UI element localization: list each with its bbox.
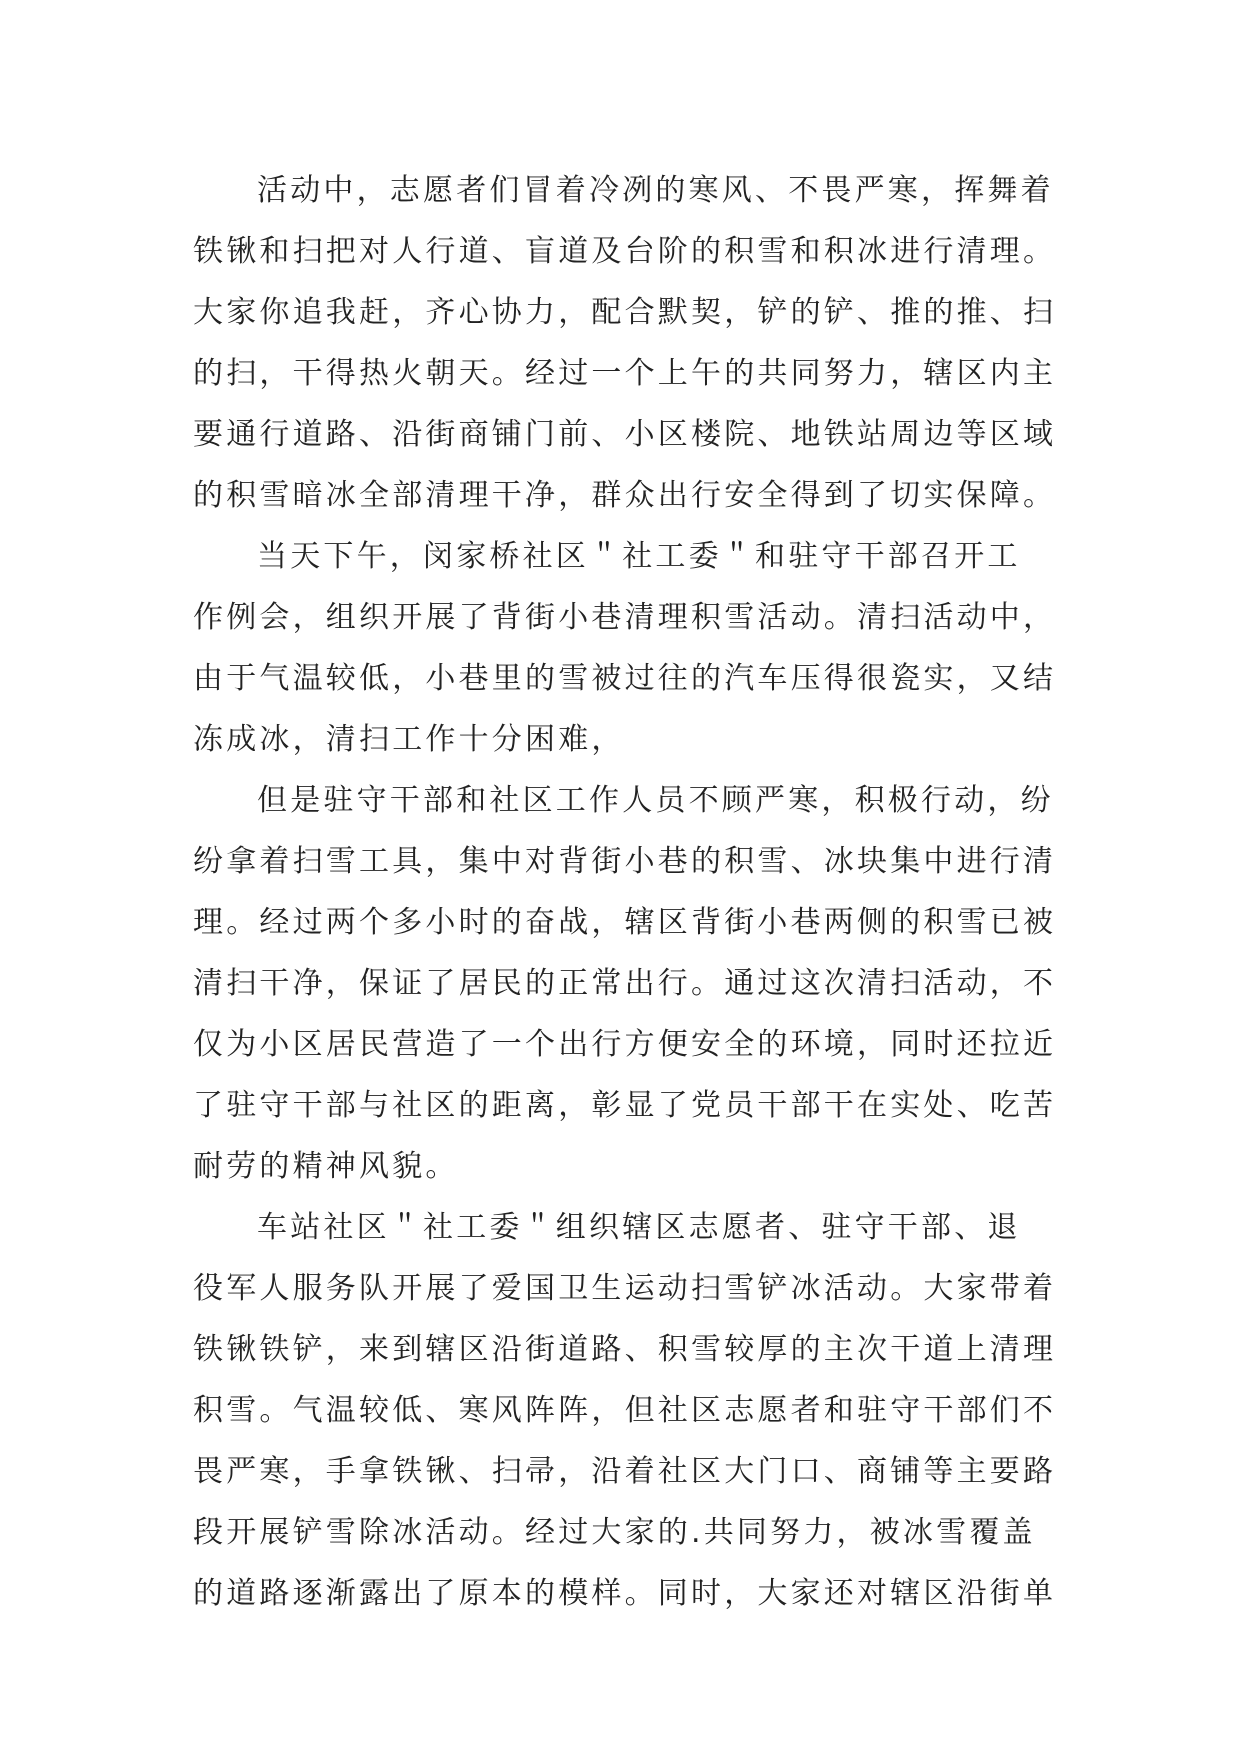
text-line: 由于气温较低，小巷里的雪被过往的汽车压得很瓷实，又结 <box>193 661 1057 696</box>
text-line: 作例会，组织开展了背街小巷清理积雪活动。清扫活动中， <box>193 600 1057 635</box>
text-line: 铁锹铁铲，来到辖区沿街道路、积雪较厚的主次干道上清理 <box>193 1332 1057 1367</box>
text-line: 当天下午，闵家桥社区＂社工委＂和驻守干部召开工 <box>257 539 1021 574</box>
text-line: 冻成冰，清扫工作十分困难， <box>193 722 625 757</box>
text-line: 段开展铲雪除冰活动。经过大家的.共同努力，被冰雪覆盖 <box>193 1515 1036 1550</box>
text-line: 的扫，干得热火朝天。经过一个上午的共同努力，辖区内主 <box>193 356 1057 391</box>
paragraph-1 <box>193 160 1073 526</box>
text-line: 活动中，志愿者们冒着冷冽的寒风、不畏严寒，挥舞着 <box>257 173 1054 208</box>
text-line: 铁锹和扫把对人行道、盲道及台阶的积雪和积冰进行清理。 <box>193 234 1057 269</box>
text-line: 大家你追我赶，齐心协力，配合默契，铲的铲、推的推、扫 <box>193 295 1057 330</box>
document-body <box>193 160 1073 1624</box>
text-line: 的道路逐渐露出了原本的模样。同时，大家还对辖区沿街单 <box>193 1576 1057 1611</box>
paragraph-2 <box>193 526 1073 770</box>
text-line: 耐劳的精神风貌。 <box>193 1149 459 1184</box>
text-line: 清扫干净，保证了居民的正常出行。通过这次清扫活动，不 <box>193 966 1057 1001</box>
text-line: 了驻守干部与社区的距离，彰显了党员干部干在实处、吃苦 <box>193 1088 1057 1123</box>
paragraph-4 <box>193 1197 1073 1624</box>
paragraph-3 <box>193 770 1073 1197</box>
text-line: 要通行道路、沿街商铺门前、小区楼院、地铁站周边等区域 <box>193 417 1057 452</box>
text-line: 仅为小区居民营造了一个出行方便安全的环境，同时还拉近 <box>193 1027 1057 1062</box>
text-line: 积雪。气温较低、寒风阵阵，但社区志愿者和驻守干部们不 <box>193 1393 1057 1428</box>
text-line: 纷拿着扫雪工具，集中对背街小巷的积雪、冰块集中进行清 <box>193 844 1057 879</box>
text-line: 但是驻守干部和社区工作人员不顾严寒，积极行动，纷 <box>257 783 1054 818</box>
text-line: 理。经过两个多小时的奋战，辖区背街小巷两侧的积雪已被 <box>193 905 1057 940</box>
text-line: 的积雪暗冰全部清理干净，群众出行安全得到了切实保障。 <box>193 478 1057 513</box>
text-line: 畏严寒，手拿铁锹、扫帚，沿着社区大门口、商铺等主要路 <box>193 1454 1057 1489</box>
text-line: 役军人服务队开展了爱国卫生运动扫雪铲冰活动。大家带着 <box>193 1271 1057 1306</box>
text-line: 车站社区＂社工委＂组织辖区志愿者、驻守干部、退 <box>257 1210 1021 1245</box>
